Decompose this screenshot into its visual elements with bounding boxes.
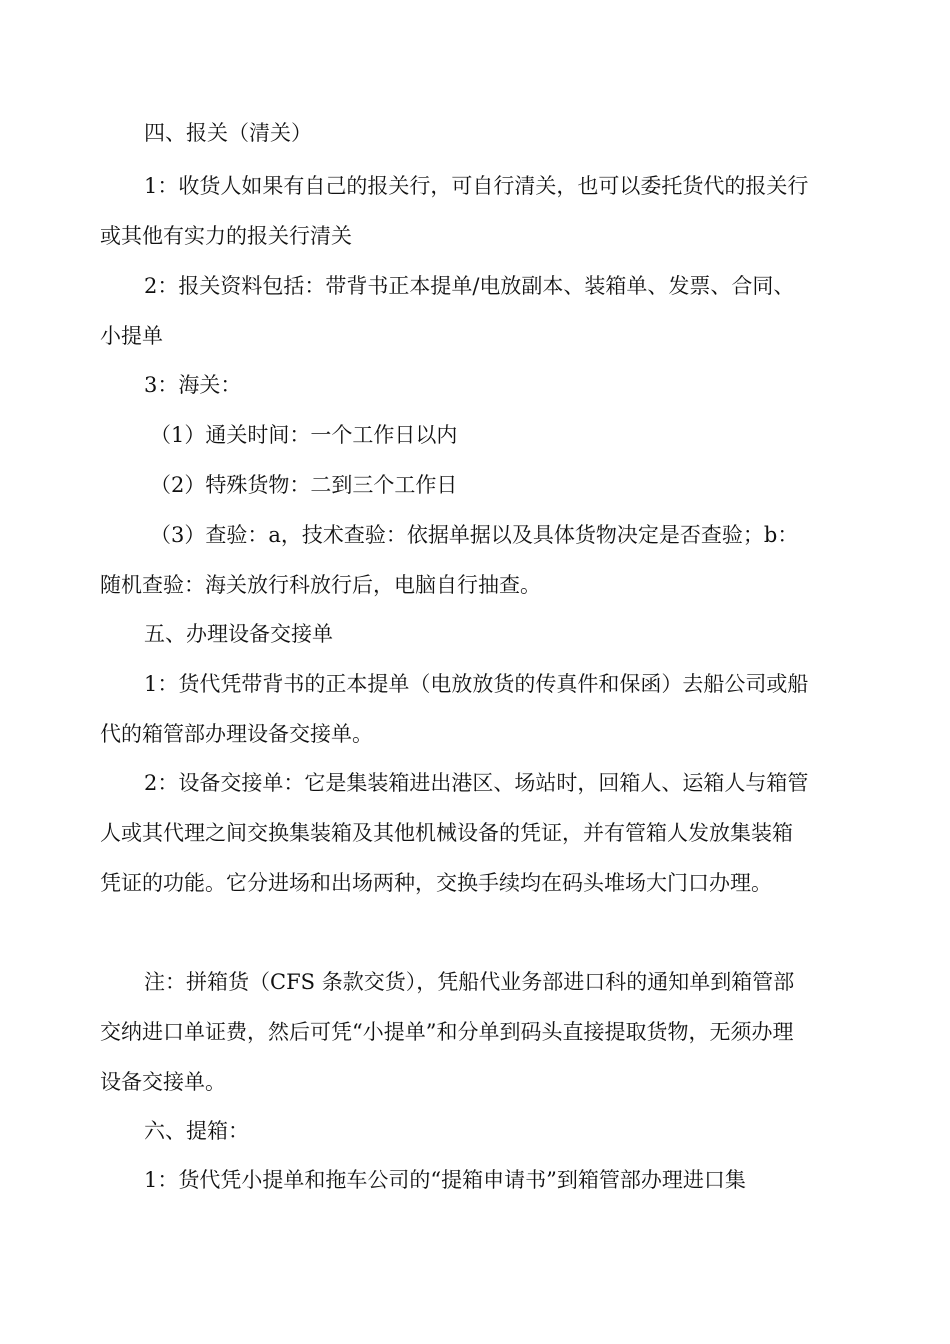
paragraph: 3：海关： (144, 373, 242, 397)
section-heading-equipment: 五、办理设备交接单 (144, 622, 333, 646)
list-item: （3）查验：a，技术查验：依据单据以及具体货物决定是否查验；b：随机查验：海关放行科放行后，电脑自行抽查。 (100, 523, 799, 597)
paragraph: 2：设备交接单：它是集装箱进出港区、场站时，回箱人、运箱人与箱管人或其代理之间交换集装箱及其他机械设备的凭证，并有管箱人发放集装箱凭证的功能。它分进场和出场两种，交换手续均在码头堆场大门口办理。 (100, 771, 809, 895)
section-heading-customs: 四、报关（清关） (144, 121, 312, 145)
note-paragraph: 注：拼箱货（CFS 条款交货），凭船代业务部进口科的通知单到箱管部交纳进口单证费，然后可凭“小提单”和分单到码头直接提取货物，无须办理设备交接单。 (100, 970, 795, 1094)
list-item: （1）通关时间：一个工作日以内 (150, 423, 458, 447)
paragraph: 2：报关资料包括：带背书正本提单/电放副本、装箱单、发票、合同、小提单 (100, 274, 795, 348)
section-heading-pickup: 六、提箱： (144, 1119, 249, 1143)
paragraph: 1：收货人如果有自己的报关行，可自行清关，也可以委托货代的报关行或其他有实力的报关行清关 (100, 174, 809, 248)
list-item: （2）特殊货物：二到三个工作日 (150, 473, 458, 497)
paragraph: 1：货代凭小提单和拖车公司的“提箱申请书”到箱管部办理进口集 (144, 1168, 746, 1192)
paragraph: 1：货代凭带背书的正本提单（电放放货的传真件和保函）去船公司或船代的箱管部办理设备交接单。 (100, 672, 809, 746)
